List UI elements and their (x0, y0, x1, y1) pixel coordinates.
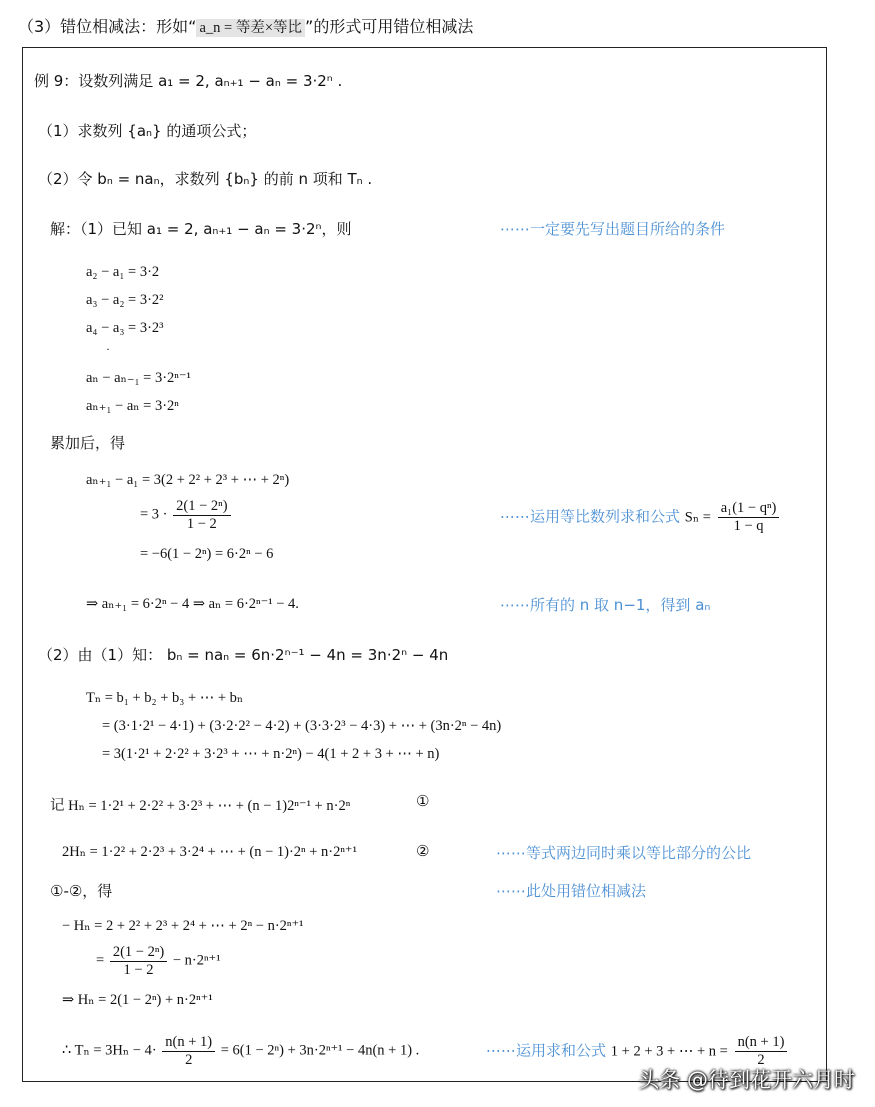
note-sn-den: 1 − q (733, 517, 764, 534)
question-1: （1）求数列 {aₙ} 的通项公式； (38, 122, 257, 140)
section-heading (18, 14, 473, 37)
note-sum-den: 2 (757, 1051, 765, 1068)
final-num: n(n + 1) (162, 1034, 215, 1052)
final-suffix: = 6(1 − 2ⁿ) + 3n·2ⁿ⁺¹ − 4n(n + 1) . (220, 1042, 420, 1059)
diff-line-2: a₃ − a₂ = 3·2² (86, 292, 164, 308)
neg-h-suffix: − n·2ⁿ⁺¹ (172, 952, 221, 969)
sum-line-2-prefix: = 3 · (140, 506, 168, 523)
question-2: （2）令 bₙ = naₙ，求数列 {bₙ} 的前 n 项和 Tₙ . (38, 170, 373, 188)
sum-fraction-num: 2(1 − 2ⁿ) (173, 498, 230, 516)
final-den: 2 (185, 1051, 193, 1068)
sum-fraction (173, 498, 230, 532)
t-line-3: = 3(1·2¹ + 2·2² + 3·2³ + ⋯ + n·2ⁿ) − 4(1 + 2 + 3 + ⋯ + n) (102, 746, 440, 762)
note-geometric-sum (500, 500, 781, 534)
diff-line-n1: aₙ₊₁ − aₙ = 3·2ⁿ (86, 398, 179, 414)
neg-h-line: − Hₙ = 2 + 2² + 2³ + 2⁴ + ⋯ + 2ⁿ − n·2ⁿ⁺¹ (62, 918, 304, 934)
heading-suffix: ”的形式可用错位相减法 (305, 17, 474, 36)
final-answer (62, 1034, 419, 1068)
subtract-label: ①-②，得 (50, 882, 113, 900)
h-definition: 记 Hₙ = 1·2¹ + 2·2² + 3·2³ + ⋯ + (n − 1)2ⁿ⁻¹ + n·2ⁿ (50, 798, 351, 814)
note-sn-fraction (718, 500, 780, 534)
note-misaligned-subtraction: ⋯⋯此处用错位相减法 (496, 882, 647, 900)
t-line-2: = (3·1·2¹ − 4·1) + (3·2·2² − 4·2) + (3·3·2³ − 4·3) + ⋯ + (3n·2ⁿ − 4n) (102, 718, 502, 734)
sum-line-1: aₙ₊₁ − a₁ = 3(2 + 2² + 2³ + ⋯ + 2ⁿ) (86, 472, 290, 488)
note-shift-index: ⋯⋯所有的 n 取 n−1，得到 aₙ (500, 596, 711, 614)
h-result: ⇒ Hₙ = 2(1 − 2ⁿ) + n·2ⁿ⁺¹ (62, 992, 213, 1008)
note-sn-num: a₁(1 − qⁿ) (718, 500, 780, 518)
final-prefix: ∴ Tₙ = 3Hₙ − 4· (62, 1042, 157, 1059)
example-statement: 例 9：设数列满足 a₁ = 2, aₙ₊₁ − aₙ = 3·2ⁿ . (34, 72, 343, 90)
watermark: 头条 @待到花开六月时 (638, 1068, 855, 1092)
note-geometric-sum-text: ⋯⋯运用等比数列求和公式 (500, 507, 681, 526)
final-fraction (162, 1034, 215, 1068)
circle-2: ② (416, 842, 430, 860)
diff-line-1: a₂ − a₁ = 3·2 (86, 264, 160, 280)
sum-line-3: = −6(1 − 2ⁿ) = 6·2ⁿ − 6 (140, 546, 274, 562)
sum-fraction-den: 1 − 2 (186, 515, 217, 532)
neg-h-line-2 (96, 944, 221, 978)
t-line-1: Tₙ = b₁ + b₂ + b₃ + ⋯ + bₙ (86, 690, 244, 706)
note-multiply-ratio: ⋯⋯等式两边同时乘以等比部分的公比 (496, 844, 752, 862)
note-sum-prefix: 1 + 2 + 3 + ⋯ + n = (610, 1043, 728, 1060)
general-term-result: ⇒ aₙ₊₁ = 6·2ⁿ − 4 ⇒ aₙ = 6·2ⁿ⁻¹ − 4. (86, 596, 299, 612)
note-sum-num: n(n + 1) (735, 1034, 788, 1052)
neg-h-den: 1 − 2 (123, 961, 154, 978)
note-sum-formula-text: ⋯⋯运用求和公式 (486, 1041, 607, 1060)
neg-h-eq: = (96, 952, 105, 969)
circle-1: ① (416, 792, 430, 810)
diff-line-3: a₄ − a₃ = 3·2³ (86, 320, 164, 336)
2h-line: 2Hₙ = 1·2² + 2·2³ + 3·2⁴ + ⋯ + (n − 1)·2ⁿ + n·2ⁿ⁺¹ (62, 844, 357, 860)
sum-line-2 (140, 498, 233, 532)
ellipsis-dot: · (106, 342, 110, 356)
note-sn-prefix: Sₙ = (684, 509, 711, 526)
part2-intro: （2）由（1）知： bₙ = naₙ = 6n·2ⁿ⁻¹ − 4n = 3n·2ⁿ − 4n (38, 646, 449, 664)
neg-h-num: 2(1 − 2ⁿ) (110, 944, 167, 962)
solution-intro: 解：（1）已知 a₁ = 2, aₙ₊₁ − aₙ = 3·2ⁿ，则 (50, 220, 352, 238)
note-conditions: ⋯⋯一定要先写出题目所给的条件 (500, 220, 726, 238)
diff-line-n: aₙ − aₙ₋₁ = 3·2ⁿ⁻¹ (86, 370, 191, 386)
sum-label: 累加后，得 (50, 434, 126, 452)
heading-formula: a_n = 等差×等比 (196, 19, 305, 37)
neg-h-fraction (110, 944, 167, 978)
heading-prefix: （3）错位相减法：形如“ (18, 17, 197, 36)
